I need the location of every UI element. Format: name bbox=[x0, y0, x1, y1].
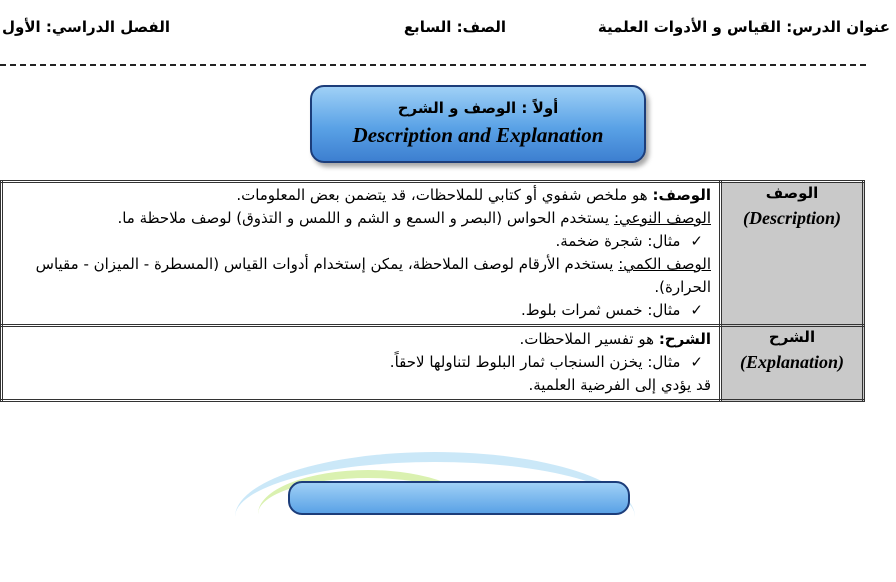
example-text: مثال: خمس ثمرات بلوط. bbox=[521, 301, 681, 319]
definition-text: هو تفسير الملاحظات. bbox=[519, 330, 659, 348]
label-arabic: الشرح bbox=[768, 328, 816, 346]
definition-text: هو ملخص شفوي أو كتابي للملاحظات، قد يتضمن بعض المعلومات. bbox=[236, 186, 653, 204]
label-arabic: الوصف bbox=[765, 184, 819, 202]
label-english: (Explanation) bbox=[739, 352, 845, 372]
explanation-content bbox=[2, 326, 721, 401]
check-icon: ✓ bbox=[690, 301, 703, 319]
description-content bbox=[2, 182, 721, 326]
dashed-divider bbox=[0, 64, 866, 66]
qualitative-description bbox=[7, 207, 711, 230]
section-title-arabic: أولاً : الوصف و الشرح bbox=[397, 99, 559, 117]
qualitative-example bbox=[7, 230, 711, 253]
check-icon: ✓ bbox=[690, 353, 703, 371]
table-row-description bbox=[2, 182, 864, 326]
label-english: (Description) bbox=[743, 208, 841, 228]
term: الشرح: bbox=[658, 330, 711, 348]
explanation-note: قد يؤدي إلى الفرضية العلمية. bbox=[528, 376, 711, 394]
table-row-explanation bbox=[2, 326, 864, 401]
quantitative-example bbox=[7, 299, 711, 322]
example-text: مثال: يخزن السنجاب ثمار البلوط لتناولها لاحقاً. bbox=[389, 353, 681, 371]
description-label bbox=[721, 182, 864, 326]
explanation-definition bbox=[7, 328, 711, 351]
lesson-title: عنوان الدرس: القياس و الأدوات العلمية bbox=[597, 18, 890, 36]
explanation-example bbox=[7, 351, 711, 374]
term: الوصف: bbox=[652, 186, 711, 204]
check-icon: ✓ bbox=[690, 232, 703, 250]
explanation-label bbox=[721, 326, 864, 401]
example-text: مثال: شجرة ضخمة. bbox=[555, 232, 681, 250]
semester-label: الفصل الدراسي: الأول bbox=[2, 18, 170, 36]
section-title-box bbox=[310, 85, 646, 163]
grade-label: الصف: السابع bbox=[403, 18, 506, 36]
section-title-english: Description and Explanation bbox=[352, 123, 604, 147]
quantitative-description bbox=[7, 253, 711, 299]
description-definition bbox=[7, 184, 711, 207]
description-explanation-table bbox=[0, 180, 865, 402]
term: الوصف الكمي: bbox=[618, 255, 711, 273]
next-section-box bbox=[288, 481, 630, 515]
header-row bbox=[0, 14, 896, 44]
definition-text: يستخدم الأرقام لوصف الملاحظة، يمكن إستخدام أدوات القياس (المسطرة - الميزان - مقياس الحرارة). bbox=[35, 255, 711, 296]
term: الوصف النوعي: bbox=[613, 209, 711, 227]
definition-text: يستخدم الحواس (البصر و السمع و الشم و اللمس و التذوق) لوصف ملاحظة ما. bbox=[117, 209, 614, 227]
